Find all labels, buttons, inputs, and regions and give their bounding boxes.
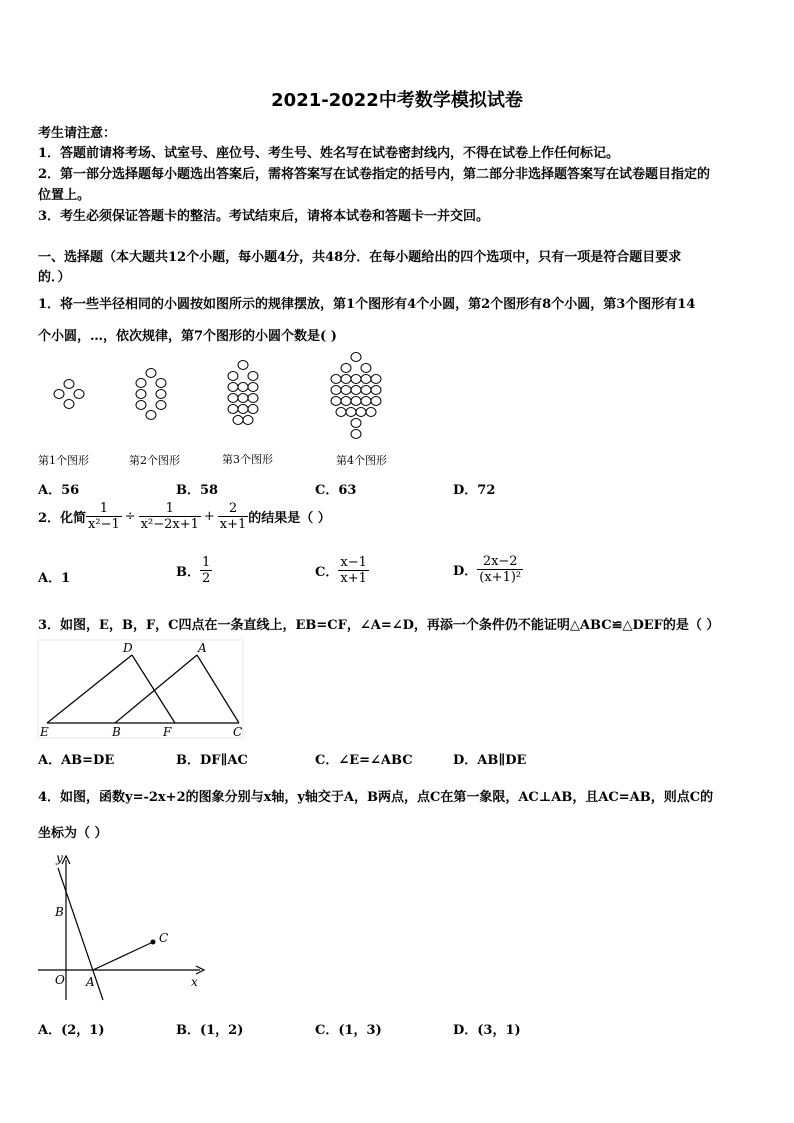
q2-suffix: 的结果是（ ） xyxy=(248,511,331,526)
label-y: y xyxy=(56,851,63,865)
q1-caption-4: 第4个图形 xyxy=(336,454,387,467)
q3-option-a: A．AB=DE xyxy=(38,753,115,768)
q4-option-c: C．(1，3) xyxy=(315,1023,382,1038)
q2-fraction-2: $\frac{1}{\text{x²−2x+1}}$ xyxy=(140,501,199,532)
label-x: x xyxy=(191,975,198,989)
section-heading-cont: 的．） xyxy=(38,270,71,285)
segment-ac xyxy=(93,942,153,970)
label-c: C xyxy=(233,725,243,739)
notice-item-1: 1．答题前请将考场、试室号、座位号、考生号、姓名写在试卷密封线内，不得在试卷上作任何标记。 xyxy=(38,146,620,161)
notice-item-2-cont: 位置上。 xyxy=(38,188,91,203)
point-c xyxy=(151,940,156,945)
q3-text: 3．如图，E，B，F，C四点在一条直线上，EB=CF，∠A=∠D，再添一个条件仍不能证明△ABC≌△DEF的是（ ） xyxy=(38,618,720,633)
q1-caption-3: 第3个图形 xyxy=(222,453,273,466)
q2-option-a: A．1 xyxy=(38,571,71,586)
label-o: O xyxy=(55,973,65,987)
q4-text: 4．如图，函数y=-2x+2的图象分别与x轴，y轴交于A，B两点，点C在第一象限，AC⊥AB，且AC=AB，则点C的 xyxy=(38,790,714,805)
label-f: F xyxy=(163,725,172,739)
page-title: 2021-2022中考数学模拟试卷 xyxy=(271,90,523,111)
notice-item-2: 2．第一部分选择题每小题选出答案后，需将答案写在试卷指定的括号内，第二部分非选择题答案写在试卷题目指定的 xyxy=(38,167,711,182)
label-a: A xyxy=(198,641,207,655)
q2-prefix: 2．化简 xyxy=(38,511,87,526)
q1-option-d: D．72 xyxy=(453,483,496,498)
q1-option-c: C．63 xyxy=(315,483,357,498)
notice-item-3: 3．考生必须保证答题卡的整洁。考试结束后，请将本试卷和答题卡一并交回。 xyxy=(38,209,490,224)
q1-text-cont: 个小圆，…，依次规律，第7个图形的小圆个数是( ) xyxy=(38,329,337,344)
q2-divide-sign: ÷ xyxy=(124,509,136,524)
q4-text-cont: 坐标为（ ） xyxy=(38,826,108,841)
q2-option-b: B． $\frac{1}{2}$ xyxy=(176,555,211,586)
label-b: B xyxy=(112,725,121,739)
label-d: D xyxy=(123,641,133,655)
q3-option-d: D．AB∥DE xyxy=(453,753,527,768)
label-b: B xyxy=(55,905,64,919)
q1-option-a: A．56 xyxy=(38,483,80,498)
q3-option-b: B．DF∥AC xyxy=(176,753,248,768)
label-e: E xyxy=(40,725,49,739)
section-heading: 一、选择题（本大题共12个小题，每小题4分，共48分．在每小题给出的四个选项中，只有一项是符合题目要求 xyxy=(38,250,682,265)
label-a: A xyxy=(86,975,95,989)
q1-option-b: B．58 xyxy=(176,483,219,498)
q4-option-b: B．(1，2) xyxy=(176,1023,244,1038)
q2-option-d: D． $\frac{2x-2}{\text{(x+1)²}}$ xyxy=(453,554,522,585)
q3-option-c: C．∠E=∠ABC xyxy=(315,753,413,768)
q1-caption-2: 第2个图形 xyxy=(129,454,180,467)
q2-fraction-3: $\frac{2}{x+1}$ xyxy=(219,501,247,532)
q4-option-d: D．(3，1) xyxy=(453,1023,521,1038)
notice-heading: 考生请注意： xyxy=(38,126,117,141)
q1-text: 1．将一些半径相同的小圆按如图所示的规律摆放，第1个图形有4个小圆，第2个图形有8个小圆，第3个图形有14 xyxy=(38,297,696,312)
label-c: C xyxy=(159,931,169,945)
q2-option-c: C． $\frac{x-1}{x+1}$ xyxy=(315,555,367,586)
q1-caption-1: 第1个图形 xyxy=(38,454,89,467)
q4-option-a: A．(2，1) xyxy=(38,1023,105,1038)
q2-plus-sign: + xyxy=(203,509,215,524)
q2-fraction-1: $\frac{1}{\text{x²−1}}$ xyxy=(88,501,120,532)
